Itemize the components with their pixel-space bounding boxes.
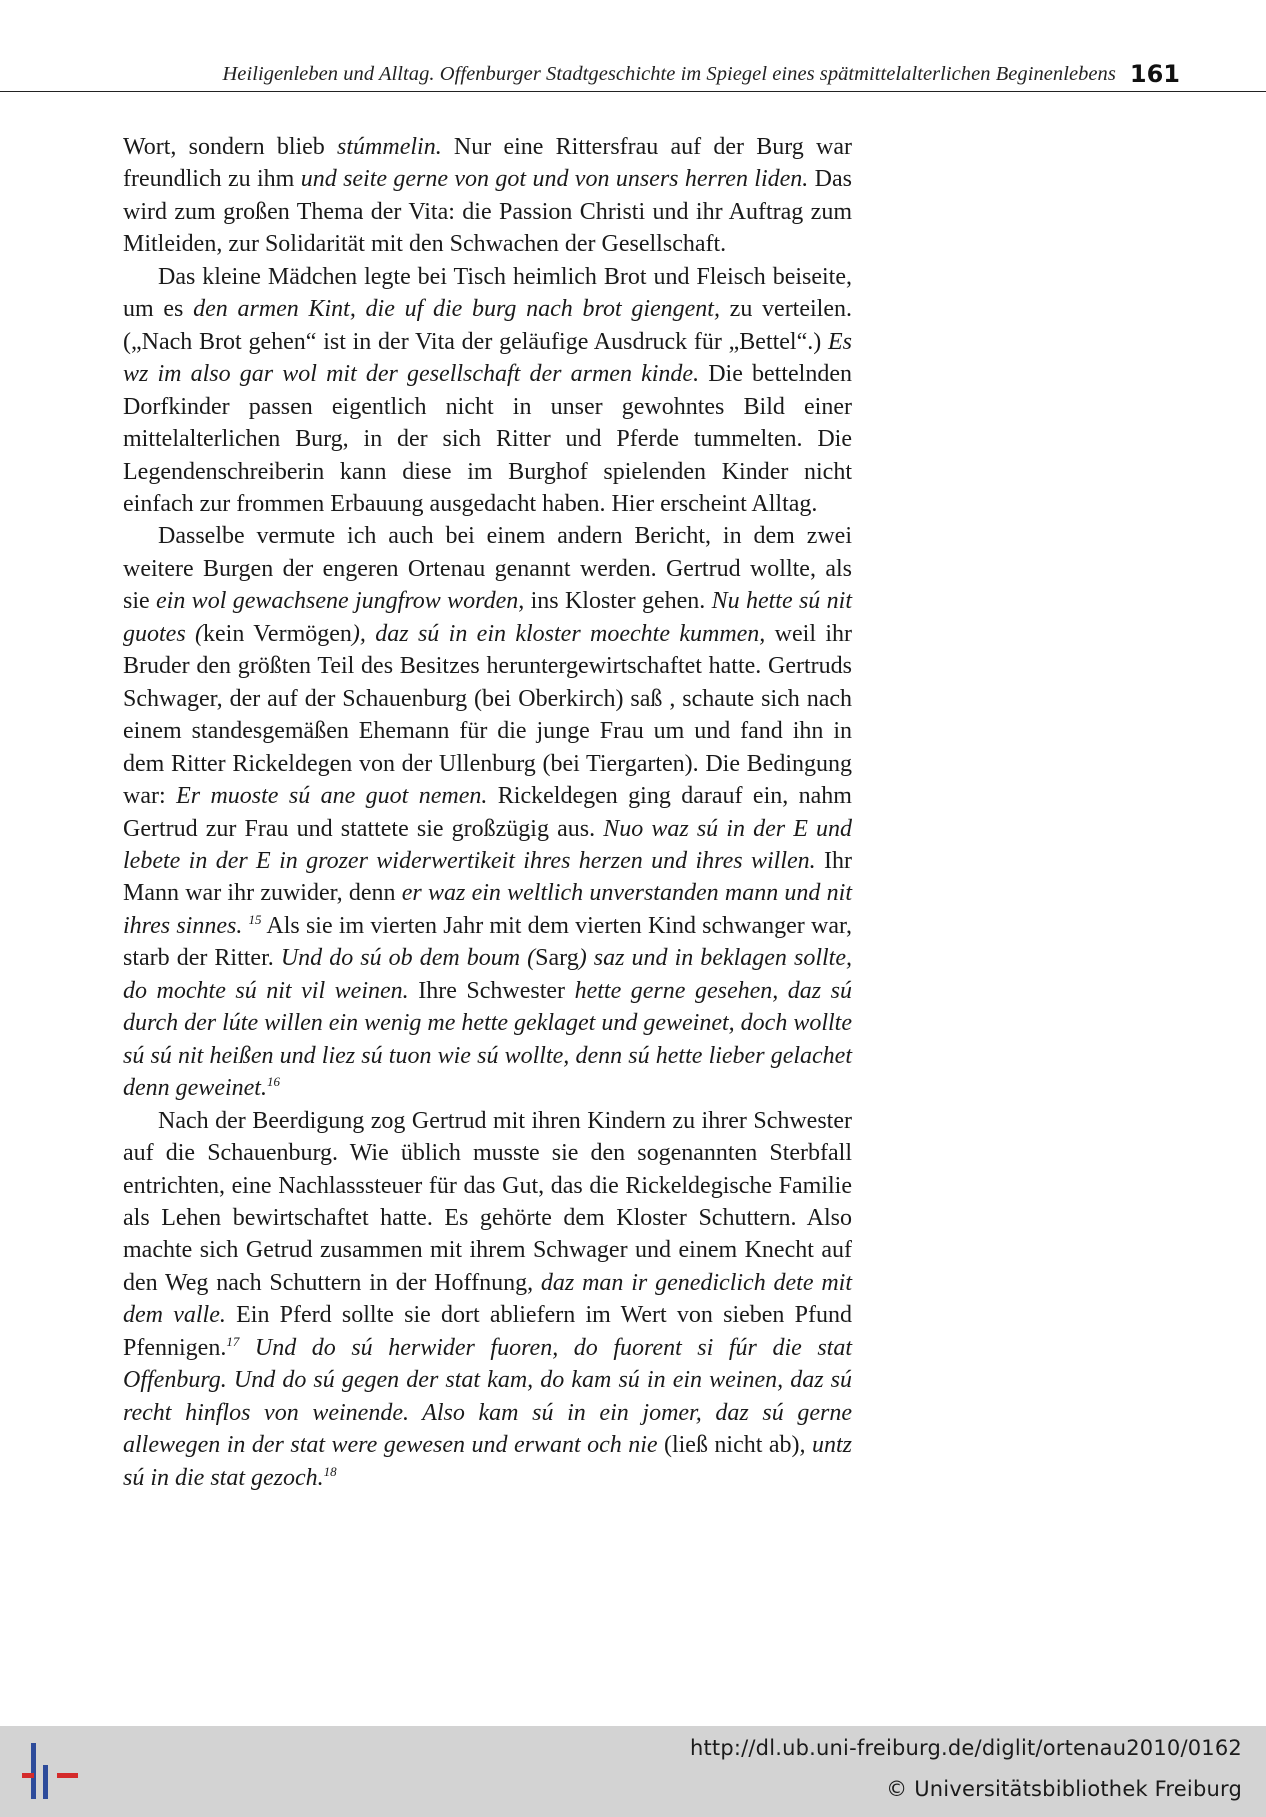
paragraph-text: Wort, sondern blieb [123, 134, 338, 160]
body-paragraph [123, 261, 852, 521]
quotation-text: Er muoste sú ane guot nemen. [176, 783, 488, 810]
quotation-text: ) saz und in beklagen sollte, do mochte sú nit vil weinen. [123, 945, 852, 1004]
footer-url-link[interactable]: http://dl.ub.uni-freiburg.de/diglit/ortenau2010/0162 [689, 1736, 1242, 1760]
body-text [123, 131, 852, 1494]
quotation-text: hette gerne gesehen, daz sú durch der lúte willen ein wenig me hette geklaget und geweinet, doch wollte sú sú nit heißen und liez sú tuon wie sú wollte, denn sú hette lieber gelachet denn geweinet. [123, 977, 853, 1102]
footnote-marker: 17 [226, 1333, 240, 1349]
paragraph-text [239, 1335, 255, 1361]
quotation-text: und seite gerne von got und von unsers herren liden. [300, 166, 809, 193]
body-paragraph [123, 520, 852, 1104]
paragraph-text: Als sie im vierten Jahr mit dem vierten Kind schwanger war, starb der Ritter. [123, 912, 853, 972]
header-rule [0, 91, 1266, 92]
paragraph-text: zu verteilen. („Nach Brot gehen“ ist in der Vita der geläufige Ausdruck für „Bettel“.) [123, 296, 852, 355]
paragraph-text: Rickeldegen ging darauf ein, nahm Gertrud zur Frau und stattete sie großzügig aus. [123, 783, 852, 842]
paragraph-text: Ihr Mann war ihr zuwider, denn [123, 847, 853, 907]
paragraph-text: Das kleine Mädchen legte bei Tisch heimlich Brot und Fleisch beiseite, um es [123, 263, 852, 323]
running-header [130, 56, 1180, 92]
footnote-marker: 15 [248, 911, 262, 927]
quotation-text: Nuo waz sú in der E und lebete in der E in grozer widerwertikeit ihres herzen und ihres willen. [123, 815, 852, 874]
footer-bar [0, 1726, 1266, 1817]
quotation-text: Und do sú herwider fuoren, do fuorent si fúr die stat Offenburg. Und do sú gegen der stat kam, do kam sú in ein weinen, daz sú recht hinflos von weinende. Also kam sú in ein jomer, daz sú gerne allewegen in der stat were gewesen und erwant och nie [123, 1334, 852, 1459]
paragraph-text: Nur eine Rittersfrau auf der Burg war freundlich zu ihm [123, 134, 852, 193]
body-paragraph [123, 1105, 852, 1494]
quotation-text: ), daz sú in ein kloster moechte kummen, [351, 620, 766, 647]
paragraph-text: kein Vermögen [203, 620, 352, 647]
footnote-marker: 18 [323, 1463, 337, 1479]
quotation-text: Nu hette sú nit guotes ( [123, 588, 852, 647]
paragraph-text: Nach der Beerdigung zog Gertrud mit ihren Kindern zu ihrer Schwester auf die Schauenburg. Wie üblich musste sie den sogenannten Sterbfall entrichten, eine Nachlasssteuer für das Gut, das die Rickeldegische Familie als Lehen bewirtschaftet hatte. Es gehörte dem Kloster Schuttern. Also machte sich Getrud zusammen mit ihrem Schwager und einem Knecht auf den Weg nach Schuttern in der Hoffnung, [123, 1107, 852, 1296]
page-number: 161 [1129, 60, 1180, 88]
quotation-text: , untz sú in die stat gezoch. [123, 1432, 853, 1491]
footnote-marker: 16 [266, 1074, 280, 1090]
quotation-text: ein wol gewachsene jungfrow worden, [156, 588, 525, 615]
quotation-text: er waz ein weltlich unverstanden mann und nit ihres sinnes. [123, 880, 852, 939]
paragraph-text: Dasselbe vermute ich auch bei einem andern Bericht, in dem zwei weitere Burgen der engeren Ortenau genannt werden. Gertrud wollte, als sie [123, 523, 852, 615]
paragraph-text: Ein Pferd sollte sie dort abliefern im Wert von sieben Pfund Pfennigen. [123, 1302, 852, 1361]
quotation-text: stúmmelin. [337, 134, 442, 160]
paragraph-text: Die bettelnden Dorfkinder passen eigentlich nicht in unser gewohntes Bild einer mittelalterlichen Burg, in der sich Ritter und Pferde tummelten. Die Legendenschreiberin kann diese im Burghof spielenden Kinder nicht einfach zur frommen Erbauung ausgedacht haben. Hier erscheint Alltag. [123, 361, 852, 517]
paragraph-text: (ließ nicht ab) [657, 1432, 800, 1459]
quotation-text: daz man ir genediclich dete mit dem valle. [123, 1269, 852, 1329]
quotation-text: Und do sú ob dem boum ( [280, 945, 536, 972]
footer-copyright: © Universitätsbibliothek Freiburg [886, 1777, 1242, 1801]
paragraph-text: weil ihr Bruder den größten Teil des Besitzes heruntergewirtschaftet hatte. Gertruds Schwager, der auf der Schauenburg (bei Oberkirch) saß , schaute sich nach einem standesgemäßen Ehemann für die junge Frau um und fand ihn in dem Ritter Rickeldegen von der Ullenburg (bei Tiergarten). Die Bedingung war: [123, 620, 853, 810]
paragraph-text: ins Kloster gehen. [524, 588, 712, 615]
paragraph-text: Sarg [535, 945, 579, 972]
paragraph-text: Ihre Schwester [408, 977, 575, 1004]
body-paragraph [123, 131, 852, 261]
ub-freiburg-logo-icon [22, 1743, 78, 1799]
running-header-title: Heiligenleben und Alltag. Offenburger Stadtgeschichte im Spiegel eines spätmittelalterlichen Beginenlebens [222, 62, 1116, 85]
quotation-text: Es wz im also gar wol mit der gesellschaft der armen kinde. [123, 328, 852, 388]
quotation-text: den armen Kint, die uf die burg nach brot giengent, [193, 296, 720, 323]
paragraph-text: Das wird zum großen Thema der Vita: die Passion Christi und ihr Auftrag zum Mitleiden, zur Solidarität mit den Schwachen der Gesellschaft. [123, 166, 852, 258]
